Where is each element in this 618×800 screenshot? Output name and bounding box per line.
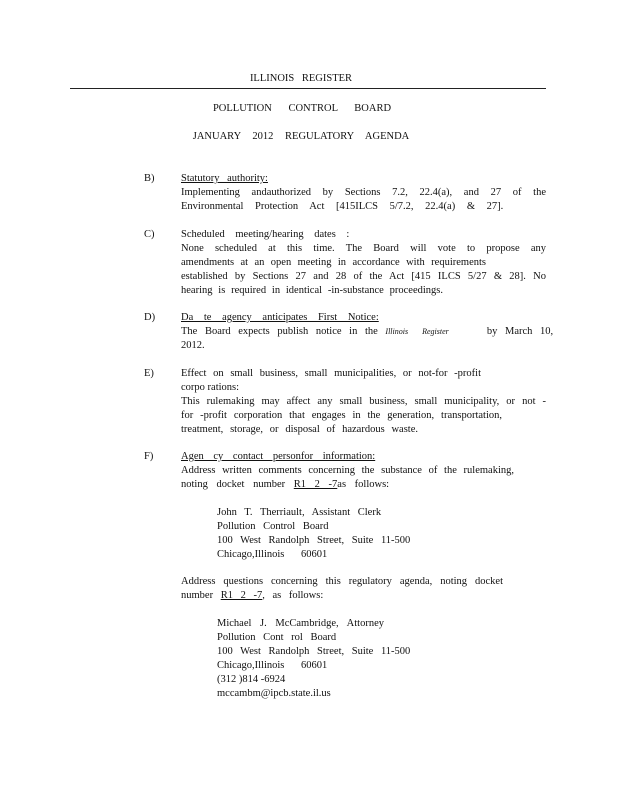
text-segment: as follows: (337, 479, 390, 490)
item-body (181, 450, 546, 492)
item-text-line: treatment, storage, or disposal of hazardous waste. (181, 424, 418, 435)
item-text-line: Address questions concerning this regulatory agenda, noting docket (181, 576, 503, 587)
contact-line: John T. Therriault, Assistant Clerk (217, 507, 382, 518)
item-text-line: for -profit corporation that engages in the generation, transportation, (181, 410, 502, 421)
item-letter: C) (144, 229, 155, 240)
item-body (181, 172, 546, 214)
contact-block-clerk (217, 506, 410, 562)
item-letter: F) (144, 451, 154, 462)
item-letter: B) (144, 173, 155, 184)
text-segment: noting docket number (181, 479, 294, 490)
text-segment: number (181, 590, 221, 601)
contact-line: Pollution Control Board (217, 521, 329, 532)
text-segment: The Board expects publish notice in the (181, 326, 378, 337)
agenda-title: JANUARY 2012 REGULATORY AGENDA (192, 131, 410, 142)
item-body (181, 311, 554, 353)
contact-line: 100 West Randolph Street, Suite 11-500 (217, 646, 411, 657)
contact-line: Chicago,Illinois 60601 (217, 549, 328, 560)
item-letter: D) (144, 312, 156, 323)
item-heading: Da te agency anticipates First Notice: (181, 312, 379, 323)
item-text-line: 2012. (181, 340, 205, 351)
header-rule (70, 88, 546, 89)
item-body (181, 575, 546, 603)
publication-name: Illinois Register (385, 327, 449, 336)
contact-email: mccambm@ipcb.state.il.us (217, 688, 331, 699)
docket-number: R1 2 -7 (293, 479, 338, 490)
contact-line: 100 West Randolph Street, Suite 11-500 (217, 535, 411, 546)
contact-phone: (312 )814 -6924 (217, 674, 286, 685)
item-heading: corpo rations: (181, 382, 240, 393)
item-text-line (181, 478, 546, 492)
item-text-line: Implementing andauthorized by Sections 7.2, 22.4(a), and 27 of the (181, 187, 546, 198)
item-text-line: Address written comments concerning the substance of the rulemaking, (181, 465, 514, 476)
item-text-line: Environmental Protection Act [415ILCS 5/7.2, 22.4(a) & 27]. (181, 201, 504, 212)
item-body (181, 367, 546, 437)
item-text-line: amendments at an open meeting in accordance with requirements (181, 257, 486, 268)
text-segment: , as follows: (262, 590, 324, 601)
register-title: ILLINOIS REGISTER (249, 73, 353, 84)
item-heading: Effect on small business, small municipalities, or not-for -profit (181, 368, 481, 379)
item-body (181, 228, 546, 298)
item-text-line: None scheduled at this time. The Board will vote to propose any (181, 243, 546, 254)
item-text-line: This rulemaking may affect any small business, small municipality, or not - (181, 396, 546, 407)
item-letter: E) (144, 368, 154, 379)
contact-line: Pollution Cont rol Board (217, 632, 337, 643)
board-title: POLLUTION CONTROL BOARD (212, 103, 392, 114)
item-text-line (181, 589, 546, 603)
text-segment: by March 10, (486, 326, 554, 337)
contact-line: Chicago,Illinois 60601 (217, 660, 328, 671)
item-text-line: hearing is required in identical -in-substance proceedings. (181, 285, 443, 296)
item-text-line: established by Sections 27 and 28 of the Act [415 ILCS 5/27 & 28]. No (181, 271, 546, 282)
item-heading: Statutory authority: (181, 173, 268, 184)
item-heading: Agen cy contact personfor information: (181, 451, 376, 462)
contact-block-attorney (217, 617, 410, 701)
item-text-line (181, 325, 554, 339)
item-heading: Scheduled meeting/hearing dates : (181, 229, 350, 240)
docket-number: R1 2 -7 (220, 590, 263, 601)
contact-line: Michael J. McCambridge, Attorney (217, 618, 385, 629)
